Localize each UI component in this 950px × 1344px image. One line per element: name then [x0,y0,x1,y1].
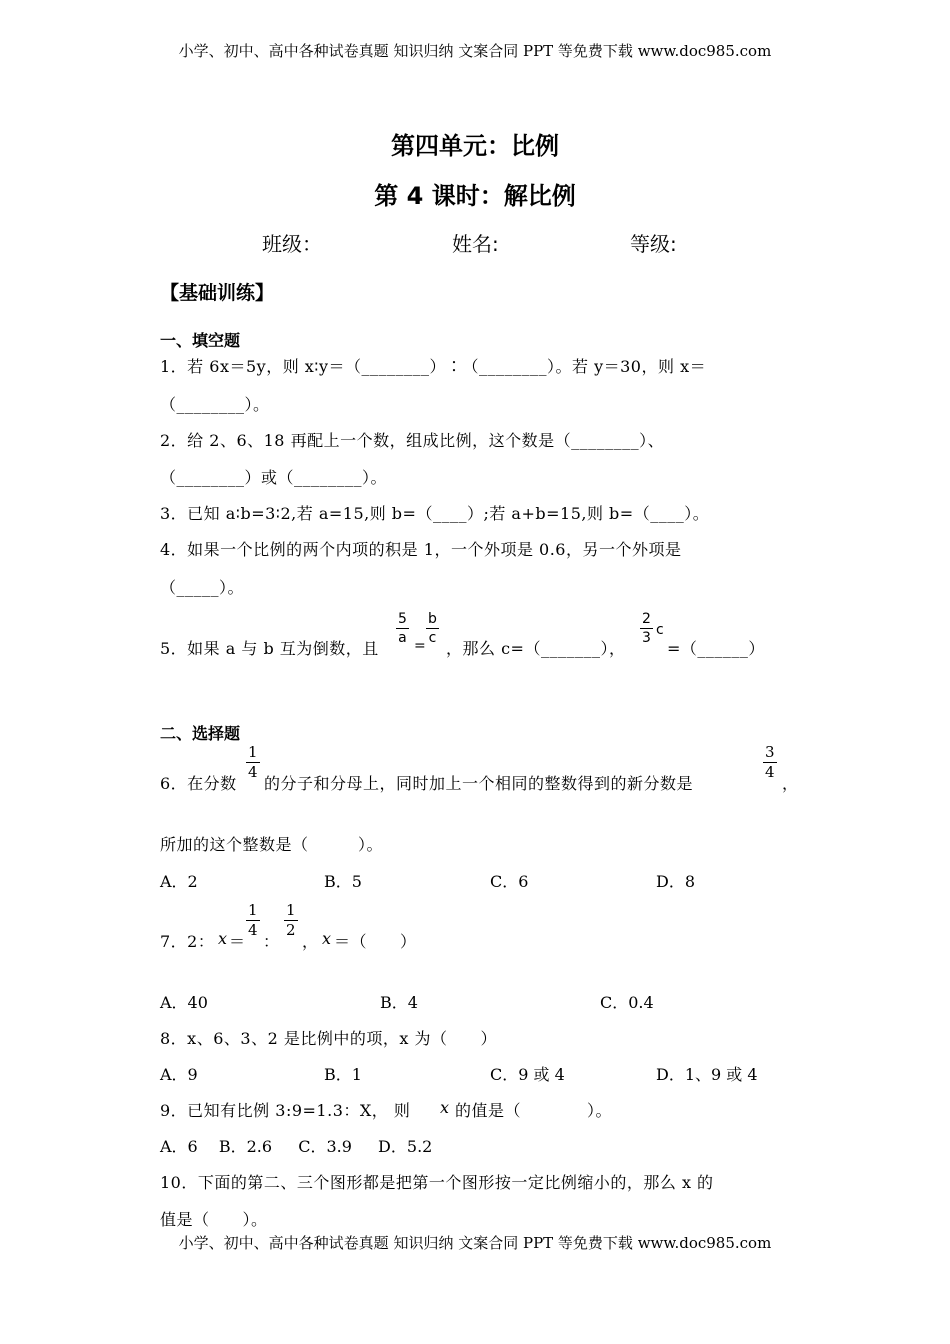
question-9-prefix: 9．已知有比例 3:9=1.3：X， 则 [160,1101,411,1120]
fraction-2-over-3: 2 3 [642,611,651,646]
q7-option-c: C．0.4 [600,993,654,1012]
section-heading: 【基础训练】 [160,282,275,304]
q6-option-a: A．2 [160,872,198,891]
variable-x: x [218,929,228,948]
variable-x-q9: x [440,1098,450,1117]
question-7-prefix: 7．2： [160,932,215,951]
question-10-line2: 值是（ ）。 [160,1210,268,1229]
grade-label: 等级: [630,232,677,256]
q6-option-b: B．5 [324,872,362,891]
variable-c: c [656,622,664,638]
question-1-line2: （________）。 [160,395,270,414]
question-1-line1: 1．若 6x＝5y，则 x∶y＝（________）∶（________）。若 y＝30，则 x＝ [160,357,707,376]
question-5-middle: ，那么 c=（_______）， [446,639,626,658]
fraction-3-over-4: 3 4 [765,743,775,781]
q8-option-b: B．1 [324,1065,362,1084]
question-4-line1: 4．如果一个比例的两个内项的积是 1，一个外项是 0.6，另一个外项是 [160,540,682,559]
question-3: 3．已知 a∶b=3∶2,若 a=15,则 b=（____）;若 a+b=15,则 b=（____）。 [160,504,710,523]
colon-q7: ： [263,932,280,951]
page-footer: 小学、初中、高中各种试卷真题 知识归纳 文案合同 PPT 等免费下载 www.doc985.com [178,1234,772,1252]
q6-option-c: C．6 [490,872,529,891]
fraction-1-over-4-q7: 1 4 [248,901,258,939]
question-2-line1: 2．给 2、6、18 再配上一个数，组成比例，这个数是（________）、 [160,431,665,450]
q8-option-d: D．1、9 或 4 [656,1065,758,1084]
unit-title: 第四单元：比例 [391,132,559,160]
q9-options: A．6 B．2.6 C．3.9 D．5.2 [160,1137,433,1156]
choice-heading: 二、选择题 [160,724,241,743]
question-5-end: =（______） [667,639,765,658]
question-4-line2: （_____）。 [160,578,245,597]
variable-x-2: x [322,929,332,948]
question-5-prefix: 5．如果 a 与 b 互为倒数，且 [160,639,379,658]
q6-option-d: D．8 [656,872,696,891]
fraction-1-over-2-q7: 1 2 [286,901,296,939]
fraction-b-over-c: b c [428,611,437,646]
fraction-5-over-a: 5 a [398,611,407,646]
equals-sign: = [414,638,426,654]
question-10-line1: 10．下面的第二、三个图形都是把第一个图形按一定比例缩小的，那么 x 的 [160,1173,714,1192]
question-6-line2: 所加的这个整数是（ ）。 [160,835,384,854]
fraction-1-over-4: 1 4 [248,743,258,781]
name-label: 姓名: [452,232,499,256]
fill-blank-heading: 一、填空题 [160,331,241,350]
question-6-middle: 的分子和分母上，同时加上一个相同的整数得到的新分数是 [264,774,694,793]
q8-option-a: A．9 [160,1065,198,1084]
question-7-end: ＝（ ） [334,932,417,951]
class-label: 班级： [262,232,322,256]
equals-sign-q7: ＝ [229,932,246,951]
question-6-comma: ， [782,774,799,793]
question-9-end: 的值是（ ）。 [455,1101,613,1120]
question-2-line2: （________）或（________）。 [160,468,388,487]
q7-option-b: B．4 [380,993,418,1012]
lesson-title: 第 4 课时：解比例 [374,182,576,210]
page-header: 小学、初中、高中各种试卷真题 知识归纳 文案合同 PPT 等免费下载 www.doc985.com [178,42,772,60]
q8-option-c: C．9 或 4 [490,1065,565,1084]
question-8: 8．x、6、3、2 是比例中的项，x 为（ ） [160,1029,497,1048]
comma-q7: ， [302,932,319,951]
question-6-prefix: 6．在分数 [160,774,237,793]
q7-option-a: A．40 [160,993,208,1012]
